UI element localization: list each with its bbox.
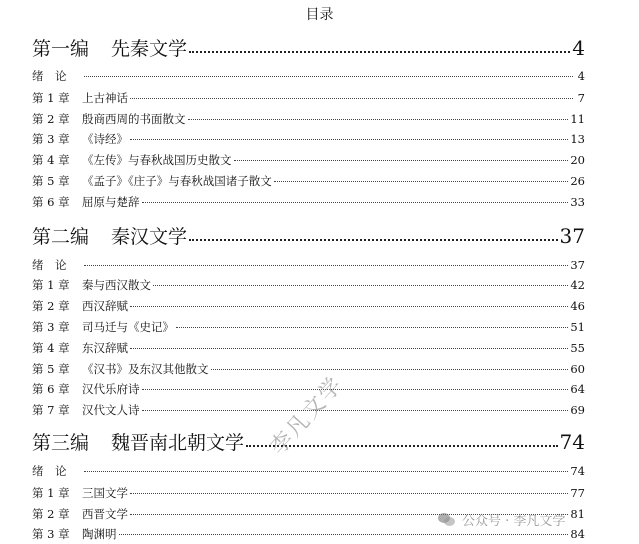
dot-leader — [84, 471, 568, 472]
toc-entry[interactable] — [32, 464, 585, 478]
page-number: 46 — [570, 299, 585, 313]
chapter-number: 第 4 章 — [32, 153, 70, 167]
chapter-title: 《左传》与春秋战国历史散文 — [82, 153, 232, 167]
page-number: 69 — [570, 403, 585, 417]
part-name: 秦汉文学 — [111, 226, 188, 248]
toc-entry[interactable] — [32, 112, 585, 126]
part-name: 魏晋南北朝文学 — [111, 432, 245, 454]
part-number: 第二编 — [32, 226, 90, 248]
page-number: 60 — [570, 362, 585, 376]
dot-leader — [119, 534, 569, 535]
dot-leader — [189, 51, 570, 53]
page-number: 37 — [570, 258, 585, 272]
chapter-number: 绪 论 — [32, 69, 67, 83]
chapter-number: 第 3 章 — [32, 132, 70, 146]
part-number: 第一编 — [32, 38, 90, 60]
chapter-title: 殷商西周的书面散文 — [82, 112, 186, 126]
chapter-title: 汉代乐府诗 — [82, 382, 140, 396]
page-number: 37 — [559, 224, 585, 248]
page-number: 20 — [570, 153, 585, 167]
dot-leader — [153, 285, 568, 286]
chapter-title: 《汉书》及东汉其他散文 — [82, 362, 209, 376]
page-number: 33 — [570, 195, 585, 209]
part-number: 第三编 — [32, 432, 90, 454]
toc-entry[interactable] — [32, 320, 585, 334]
chapter-number: 绪 论 — [32, 464, 67, 478]
chapter-title: 西汉辞赋 — [82, 299, 128, 313]
chapter-title: 陶渊明 — [82, 527, 117, 541]
toc-entry[interactable] — [32, 132, 585, 146]
toc-entry[interactable] — [32, 91, 585, 105]
toc-entry[interactable] — [32, 362, 585, 376]
toc-entry[interactable] — [32, 486, 585, 500]
toc-entry[interactable] — [32, 403, 585, 417]
chapter-number: 第 1 章 — [32, 91, 70, 105]
dot-leader — [211, 369, 569, 370]
chapter-number: 第 1 章 — [32, 486, 70, 500]
account-watermark — [438, 510, 565, 529]
dot-leader — [130, 493, 568, 494]
chapter-number: 第 3 章 — [32, 320, 70, 334]
dot-leader — [176, 327, 568, 328]
page-number: 55 — [570, 341, 585, 355]
chapter-number: 第 5 章 — [32, 362, 70, 376]
dot-leader — [130, 139, 568, 140]
toc-entry[interactable] — [32, 69, 585, 83]
toc-entry[interactable] — [32, 341, 585, 355]
chapter-title: 司马迁与《史记》 — [82, 320, 174, 334]
page-number: 4 — [577, 69, 585, 83]
chapter-number: 第 3 章 — [32, 527, 70, 541]
chapter-number: 第 7 章 — [32, 403, 70, 417]
chapter-number: 第 2 章 — [32, 507, 70, 521]
part-heading[interactable] — [32, 224, 585, 249]
dot-leader — [130, 306, 568, 307]
chapter-number: 第 6 章 — [32, 195, 70, 209]
dot-leader — [274, 181, 569, 182]
page-number: 13 — [570, 132, 585, 146]
page-number: 81 — [570, 507, 585, 521]
chapter-number: 绪 论 — [32, 258, 67, 272]
page-number: 77 — [570, 486, 585, 500]
chapter-title: 《诗经》 — [82, 132, 128, 146]
chapter-title: 东汉辞赋 — [82, 341, 128, 355]
chapter-number: 第 6 章 — [32, 382, 70, 396]
wechat-icon — [438, 513, 456, 527]
chapter-title: 屈原与楚辞 — [82, 195, 140, 209]
dot-leader — [130, 348, 568, 349]
toc-entry[interactable] — [32, 299, 585, 313]
chapter-title: 西晋文学 — [82, 507, 128, 521]
toc-entry[interactable] — [32, 258, 585, 272]
page-number: 42 — [570, 278, 585, 292]
watermark-text: 李凡文学 — [265, 371, 349, 461]
part-heading[interactable] — [32, 430, 585, 455]
dot-leader — [84, 76, 573, 77]
page-title: 目录 — [305, 7, 334, 23]
page-number: 74 — [559, 430, 585, 454]
account-label: 公众号 · 李凡文学 — [462, 514, 566, 529]
dot-leader — [142, 389, 569, 390]
dot-leader — [189, 239, 558, 241]
toc-entry[interactable] — [32, 195, 585, 209]
dot-leader — [234, 160, 569, 161]
chapter-number: 第 4 章 — [32, 341, 70, 355]
chapter-title: 秦与西汉散文 — [82, 278, 151, 292]
page-number: 11 — [570, 112, 585, 126]
part-heading[interactable] — [32, 36, 585, 61]
chapter-number: 第 2 章 — [32, 112, 70, 126]
page-number: 4 — [572, 36, 585, 60]
chapter-title: 《孟子》《庄子》与春秋战国诸子散文 — [82, 174, 272, 188]
dot-leader — [188, 119, 569, 120]
page-number: 51 — [570, 320, 585, 334]
page-number: 74 — [570, 464, 585, 478]
toc-entry[interactable] — [32, 153, 585, 167]
dot-leader — [84, 265, 568, 266]
dot-leader — [130, 98, 573, 99]
chapter-title: 上古神话 — [82, 91, 128, 105]
chapter-title: 三国文学 — [82, 486, 128, 500]
dot-leader — [142, 410, 569, 411]
dot-leader — [142, 202, 569, 203]
toc-entry[interactable] — [32, 382, 585, 396]
page-number: 26 — [570, 174, 585, 188]
page-number: 7 — [577, 91, 585, 105]
toc-entry[interactable] — [32, 527, 585, 541]
chapter-number: 第 1 章 — [32, 278, 70, 292]
chapter-number: 第 2 章 — [32, 299, 70, 313]
chapter-number: 第 5 章 — [32, 174, 70, 188]
toc-entry[interactable] — [32, 174, 585, 188]
chapter-title: 汉代文人诗 — [82, 403, 140, 417]
page-number: 64 — [570, 382, 585, 396]
dot-leader — [246, 445, 558, 447]
part-name: 先秦文学 — [111, 38, 188, 60]
toc-entry[interactable] — [32, 278, 585, 292]
page-number: 84 — [570, 527, 585, 541]
